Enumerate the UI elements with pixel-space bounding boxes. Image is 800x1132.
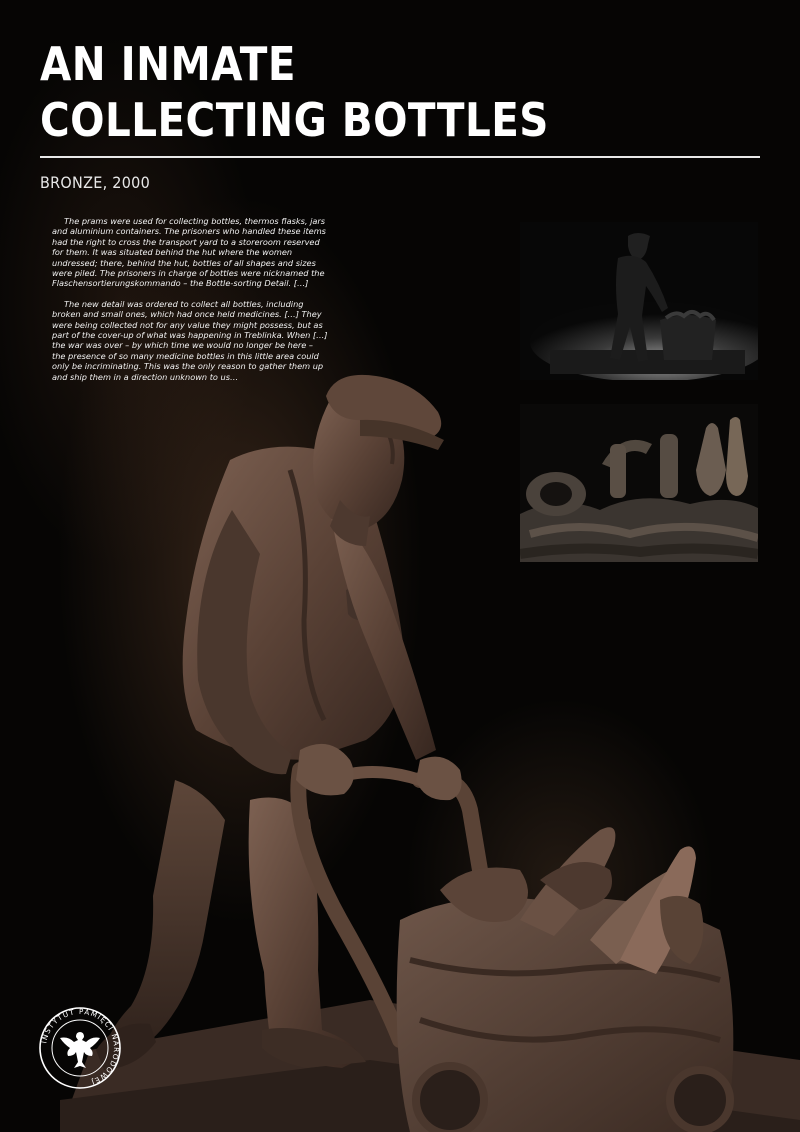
paragraph-2: The new detail was ordered to collect all bottles, including broken and small ones, which had once held medicines. […] They were being collected not for any value they might possess, but as part of the cover-up of what was happening in Treblinka. When […] the war was over – by which time we would no longer be here – the presence of so many medicine bottles in this little area could only be incriminating. This was the only reason to gather them up and ship them in a direction unknown to us… bbox=[52, 298, 328, 382]
sculpture-side-photo bbox=[520, 222, 758, 380]
ipn-logo bbox=[38, 1006, 122, 1090]
title-line-2: COLLECTING BOTTLES bbox=[40, 93, 549, 147]
logo-text: INSTYTUT PAMIĘCI NARODOWEJ bbox=[39, 1006, 122, 1088]
page-title bbox=[40, 36, 674, 148]
title-line-1: AN INMATE bbox=[40, 37, 296, 91]
eagle-emblem-icon bbox=[60, 1032, 100, 1068]
paragraph-1: The prams were used for collecting bottles, thermos flasks, jars and aluminium containers. The prisoners who handled these items had the right to cross the transport yard to a storeroom reserved for them. It was situated behind the hut where the women undressed; there, behind the hut, bottles of all shapes and sizes were piled. The prisoners in charge of bottles were nicknamed the Flaschensortierungskommando – the Bottle-sorting Detail. […] bbox=[52, 216, 326, 289]
subtitle: BRONZE, 2000 bbox=[40, 173, 150, 192]
title-divider bbox=[40, 156, 760, 158]
